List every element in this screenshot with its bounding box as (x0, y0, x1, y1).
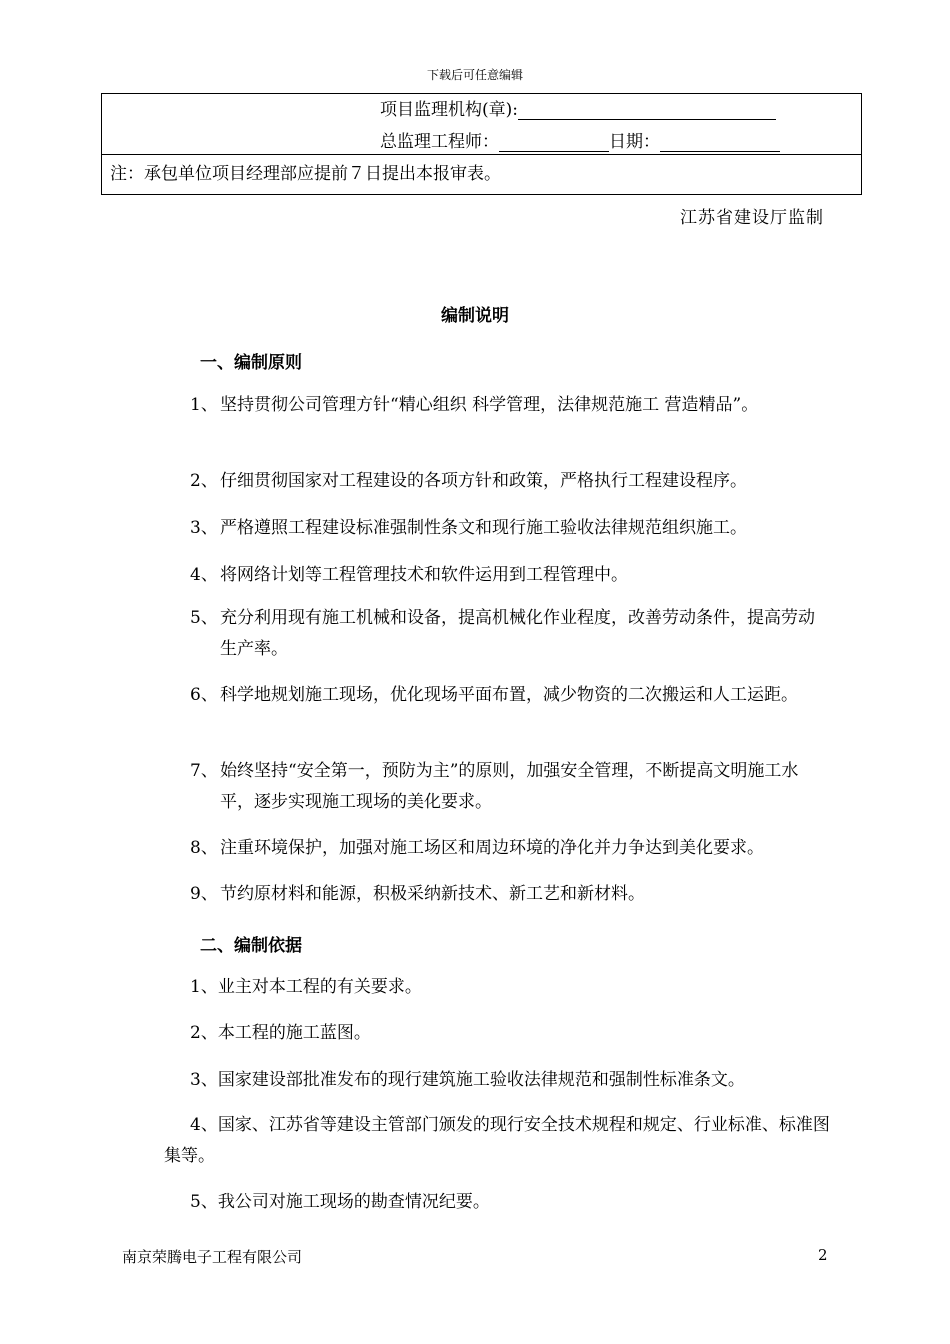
org-seal-blank (518, 101, 776, 120)
item-number: 1、 (190, 395, 218, 415)
list-item (190, 390, 830, 421)
page-number: 2 (818, 1246, 828, 1264)
section-heading-principles: 一、编制原则 (200, 353, 302, 373)
item-number: 2、 (190, 471, 218, 491)
list-item: 4、国家、江苏省等建设主管部门颁发的现行安全技术规程和规定、行业标准、标准图集等。 (164, 1115, 830, 1166)
item-text: 科学地规划施工现场，优化现场平面布置，减少物资的二次搬运和人工运距。 (220, 685, 798, 705)
list-item (190, 466, 830, 497)
issuer-label: 江苏省建设厅监制 (680, 208, 824, 228)
item-number: 4、 (190, 565, 218, 585)
item-text: 注重环境保护，加强对施工场区和周边环境的净化并力争达到美化要求。 (220, 838, 764, 858)
item-text: 节约原材料和能源，积极采纳新技术、新工艺和新材料。 (220, 884, 645, 904)
list-item: 1、业主对本工程的有关要求。 (190, 977, 422, 997)
item-text: 仔细贯彻国家对工程建设的各项方针和政策，严格执行工程建设程序。 (220, 471, 747, 491)
chief-engineer-label: 总监理工程师： (380, 132, 499, 152)
item-text: 充分利用现有施工机械和设备，提高机械化作业程度，改善劳动条件，提高劳动生产率。 (220, 608, 815, 659)
list-item (190, 833, 830, 864)
document-title: 编制说明 (441, 306, 509, 326)
item-text: 坚持贯彻公司管理方针“精心组织 科学管理，法律规范施工 营造精品”。 (220, 395, 759, 415)
list-item (190, 603, 830, 659)
list-item (190, 879, 830, 910)
org-seal-label: 项目监理机构(章): (380, 100, 518, 120)
box-divider (102, 154, 861, 155)
item-text: 将网络计划等工程管理技术和软件运用到工程管理中。 (220, 565, 628, 585)
item-number: 5、 (190, 608, 218, 628)
item-text: 严格遵照工程建设标准强制性条文和现行施工验收法律规范组织施工。 (220, 518, 747, 538)
section-heading-basis: 二、编制依据 (200, 936, 302, 956)
footer-company: 南京荣腾电子工程有限公司 (122, 1248, 303, 1266)
item-text: 始终坚持“安全第一，预防为主”的原则，加强安全管理，不断提高文明施工水平，逐步实现施工现场的美化要求。 (220, 761, 799, 812)
approval-form-box (101, 93, 862, 195)
list-item: 2、本工程的施工蓝图。 (190, 1023, 371, 1043)
item-number: 8、 (190, 838, 218, 858)
item-number: 9、 (190, 884, 218, 904)
list-item: 3、国家建设部批准发布的现行建筑施工验收法律规范和强制性标准条文。 (190, 1070, 745, 1090)
org-seal-row (380, 100, 776, 120)
item-number: 7、 (190, 761, 218, 781)
chief-engineer-row (380, 132, 780, 152)
chief-engineer-blank (499, 133, 609, 152)
list-item (190, 560, 830, 591)
form-note: 注：承包单位项目经理部应提前７日提出本报审表。 (110, 164, 501, 184)
list-item: 5、我公司对施工现场的勘查情况纪要。 (190, 1192, 490, 1212)
date-blank (660, 133, 780, 152)
date-label: 日期： (609, 132, 660, 152)
item-number: 3、 (190, 518, 218, 538)
list-item (190, 756, 830, 812)
list-item (190, 680, 830, 711)
item-number: 6、 (190, 685, 218, 705)
header-note: 下载后可任意编辑 (426, 68, 523, 82)
list-item (190, 513, 830, 544)
